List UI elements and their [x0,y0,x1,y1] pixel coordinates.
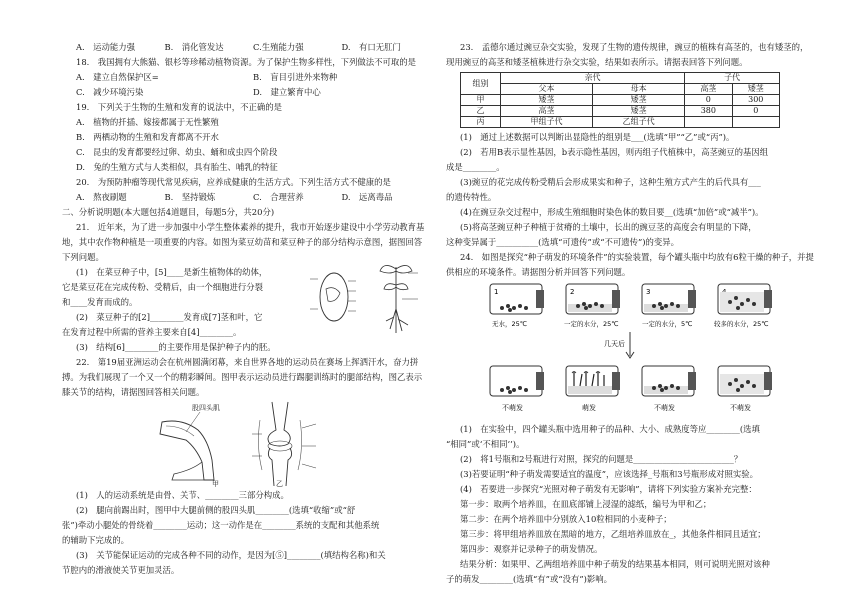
q20-option-c: C. 合理营养 [253,192,304,202]
q18-stem: 18. 我国拥有大熊猫、银杉等珍稀动植物资源。为了保护生物多样性，下列做法不可取的是 [76,57,416,67]
table-header-parent: 亲代 [501,73,685,84]
table-cell: 高茎 [501,106,593,117]
q21-1-line2: 它是菜豆花在完成传粉、受精后，由一个细胞进行分裂 [62,282,263,292]
table-cell: 甲组子代 [501,117,593,128]
table-cell: 矮茎 [593,95,685,106]
bean-seedling-figure [304,259,428,337]
q23-5-line2: 这种变异属于__________(选填“可遗传”或“不可遗传”)的变异。 [446,237,680,247]
table-header-father: 父本 [501,84,593,95]
q22-figure [62,400,430,488]
table-header-short: 矮茎 [732,84,779,95]
jar-number: 1 [494,288,499,296]
q24-4: (4) 若要进一步探究“光照对种子萌发有无影响”，请将下列实验方案补充完整： [460,484,757,494]
bean-seed-shape [320,273,348,321]
germination-jars-svg [486,280,786,422]
seed-germination-figure [446,280,814,422]
table-header-tall: 高茎 [685,84,732,95]
q17-options [62,40,430,55]
left-column [62,40,430,578]
table-row [461,106,780,117]
table-cell: 矮茎 [593,106,685,117]
q19-option-d: D. 兔的生殖方式与人类相似，具有胎生、哺乳的特征 [76,162,278,172]
jar-3 [642,284,696,314]
result-jar-2 [566,366,620,396]
jar-1 [490,284,544,314]
right-column [446,40,814,587]
q24-conclusion-line1: 结果分析：如果甲、乙两组培养皿中种子萌发的结果基本相同，则可说明光照对该种 [460,559,770,569]
section-2-heading: 二、分析说明题(本大题包括4道题目，每题5分，共20分) [62,207,275,217]
q19-stem: 19. 下列关于生物的生殖和发育的说法中，不正确的是 [76,102,282,112]
q17-option-c: C.生殖能力强 [253,42,304,52]
jar-condition: 一定的水分，25℃ [564,320,619,328]
q23-5-line1: (5)将高茎豌豆种子种植于贫瘠的土壤中，长出的豌豆茎的高度会有明显的下降， [460,222,757,232]
table-cell: 0 [732,106,779,117]
q18-option-a: A. 建立自然保护区= [76,72,159,82]
result-jar-4 [718,366,772,396]
jar-condition: 无水，25℃ [492,320,528,328]
table-header-group: 组别 [461,73,501,95]
knee-joint-drawing [268,402,292,486]
q24-1-line2: “相同”或‘不相同’’)。 [446,439,525,449]
result-jar-3 [642,366,696,396]
q21-1-line3: 和____发育而成的。 [62,297,138,307]
q24-3: (3)若要证明“种子萌发需要适宜的温度”，应该选择_号瓶和3号瓶形成对照实验。 [460,469,758,479]
q22-2-line2: 张”)牵动小腿处的骨绕着________运动；这一动作是在________系统的支配和其他系统 [62,520,380,530]
table-cell [732,117,779,128]
q22-2-line3: 的辅助下完成的。 [62,535,129,545]
leg-outline [160,421,214,480]
q19-option-c: C. 昆虫的发育都要经过卵、幼虫、蛹和成虫四个阶段 [76,147,278,157]
q20-option-a: A. 熬夜刷题 [76,192,127,202]
q22-2-line1: (2) 腿向前踢出时，图甲中大腿前侧的股四头肌________(选填“收缩”或“舒 [76,505,356,515]
table-cell: 甲 [461,95,501,106]
q21-stem: 21. 近年来，为了进一步加强中小学生整体素养的提升，我市开始逐步建设中小学劳动教育基地，其中农作物种植是一项重要的内容。如图为菜豆幼苗和菜豆种子的部分结构示意图，据图回答下列问题。 [62,222,425,262]
jar-condition: 较多的水分，25℃ [714,320,769,328]
q20-option-b: B. 坚持锻炼 [164,192,216,202]
q23-4: (4)在豌豆杂交过程中，形成生殖细胞时染色体的数目要__(选填“加倍”或“减半”)。 [460,207,764,217]
q17-option-a: A. 运动能力强 [76,42,135,52]
q20-options [62,190,430,205]
q21-3: (3) 结构[6]________的主要作用是保护种子内的胚。 [76,342,276,352]
q20-stem: 20. 为预防肿瘤等现代常见疾病，应养成健康的生活方式。下列生活方式不健康的是 [76,177,391,187]
q18-option-d: D. 建立繁育中心 [253,87,321,97]
jar-number: 3 [646,288,651,296]
q24-step-2: 第二步：在两个培养皿中分别放入10粒相同的小麦种子； [460,514,672,524]
q18-options-2 [62,85,430,100]
q19-option-a: A. 植物的扦插、嫁接都属于无性繁殖 [76,117,219,127]
q21-block [62,265,430,325]
q23-3-line1: (3)豌豆的花完成传粉受精后会形成果实和种子，这种生殖方式产生的后代具有___ [460,177,761,187]
q24-stem: 24. 如图是探究“种子萌发的环境条件”的实验装置，每个罐头瓶中均放有6粒干燥的种子，并提供相应的环境条件。请据图分析并回答下列问题。 [446,252,814,277]
q24-1-line1: (1) 在实验中，四个罐头瓶中选用种子的品种、大小、成熟度等应________(选填 [460,424,760,434]
table-cell [685,117,732,128]
q23-stem: 23. 孟德尔通过豌豆杂交实验，发现了生物的遗传规律，豌豆的植株有高茎的，也有矮茎的，现用豌豆的高茎和矮茎植株进行杂交实验，结果如表所示。请据表回答下列问题。 [446,42,809,67]
q24-step-4: 第四步：观察并记录种子的萌发情况。 [460,544,603,554]
q24-conclusion-line2: 子的萌发________(选填“有”或“没有”)影响。 [446,574,613,584]
after-days-label: 几天后 [604,340,625,348]
q18-option-c: C. 减少环境污染 [76,87,144,97]
table-cell: 丙 [461,117,501,128]
q24-2: (2) 将1号瓶和2号瓶进行对照，探究的问题是________________________？ [460,454,743,464]
table-cell: 380 [685,106,732,117]
table-row [461,117,780,128]
table-header-mother: 母本 [593,84,685,95]
jar-4 [718,284,772,314]
q24-step-3: 第三步：将甲组培养皿放在黑暗的地方，乙组培养皿放在_，其他条件相同且适宜； [460,529,766,539]
result-label: 萌发 [582,404,596,412]
q24-step-1: 第一步：取两个培养皿，在皿底部铺上浸湿的滤纸，编号为甲和乙； [460,499,712,509]
q21-2-line2: 在发育过程中所需的营养主要来自[4]________。 [62,327,242,337]
q22-1: (1) 人的运动系统是由骨、关节、________三部分构成。 [76,490,289,500]
q23-2-line1: (2) 若用B表示显性基因，b表示隐性基因，则丙组子代植株中，高茎豌豆的基因组 [460,147,769,157]
q22-3-line1: (3) 关节能保证运动的完成各种不同的动作，是因为[⑤]________(填结构名称)和关 [76,550,386,560]
table-cell: 矮茎 [501,95,593,106]
result-jar-1 [490,366,544,396]
result-label: 不萌发 [730,404,751,412]
figure-yi-label: 乙 [276,480,283,488]
jar-number: 2 [570,288,575,296]
table-cell: 乙组子代 [593,117,685,128]
q22-stem: 22. 第19届亚洲运动会在杭州圆满闭幕，来自世界各地的运动员在赛场上挥洒汗水，奋力拼搏。为我们展现了一个又一个的精彩瞬间。图甲表示运动员进行踢腿训练时的腿部结构，图乙表示膝关节的结构，请据图回答相关问题。 [62,357,423,397]
result-label: 不萌发 [502,404,523,412]
leg-knee-figure [152,400,342,488]
result-label: 不萌发 [654,404,675,412]
table-header-child: 子代 [685,73,780,84]
q20-option-d: D. 远离毒品 [341,192,393,202]
jar-condition: 一定的水分，5℃ [642,320,693,328]
q21-2-line1: (2) 菜豆种子的[2]________发育成[7]茎和叶，它 [76,312,263,322]
q19-option-b: B. 两栖动物的生殖和发育都离不开水 [76,132,219,142]
q23-1: (1) 通过上述数据可以判断出显隐性的组别是___(选填“甲”“乙”或“丙”)。 [460,132,735,142]
table-cell: 乙 [461,106,501,117]
cross-results-table [460,72,780,128]
quadriceps-label: 股四头肌 [192,404,220,412]
table-row [461,95,780,106]
q21-1-line1: (1) 在菜豆种子中，[5]____是新生植物体的幼体， [76,267,268,277]
seedling-stem [386,267,408,333]
q18-option-b: B. 盲目引进外来物种 [253,72,338,82]
table-cell: 300 [732,95,779,106]
figure-jia-label: 甲 [212,480,219,488]
q23-3-line2: 的遗传特性。 [446,192,497,202]
jar-2 [566,284,620,314]
q22-3-line2: 节腔内的滑液使关节更加灵活。 [62,565,180,575]
q17-option-d: D. 有口无肛门 [341,42,401,52]
q18-options-1 [62,70,430,85]
table-cell: 0 [685,95,732,106]
q17-option-b: B. 消化管发达 [164,42,224,52]
q23-2-line2: 成是________。 [446,162,505,172]
